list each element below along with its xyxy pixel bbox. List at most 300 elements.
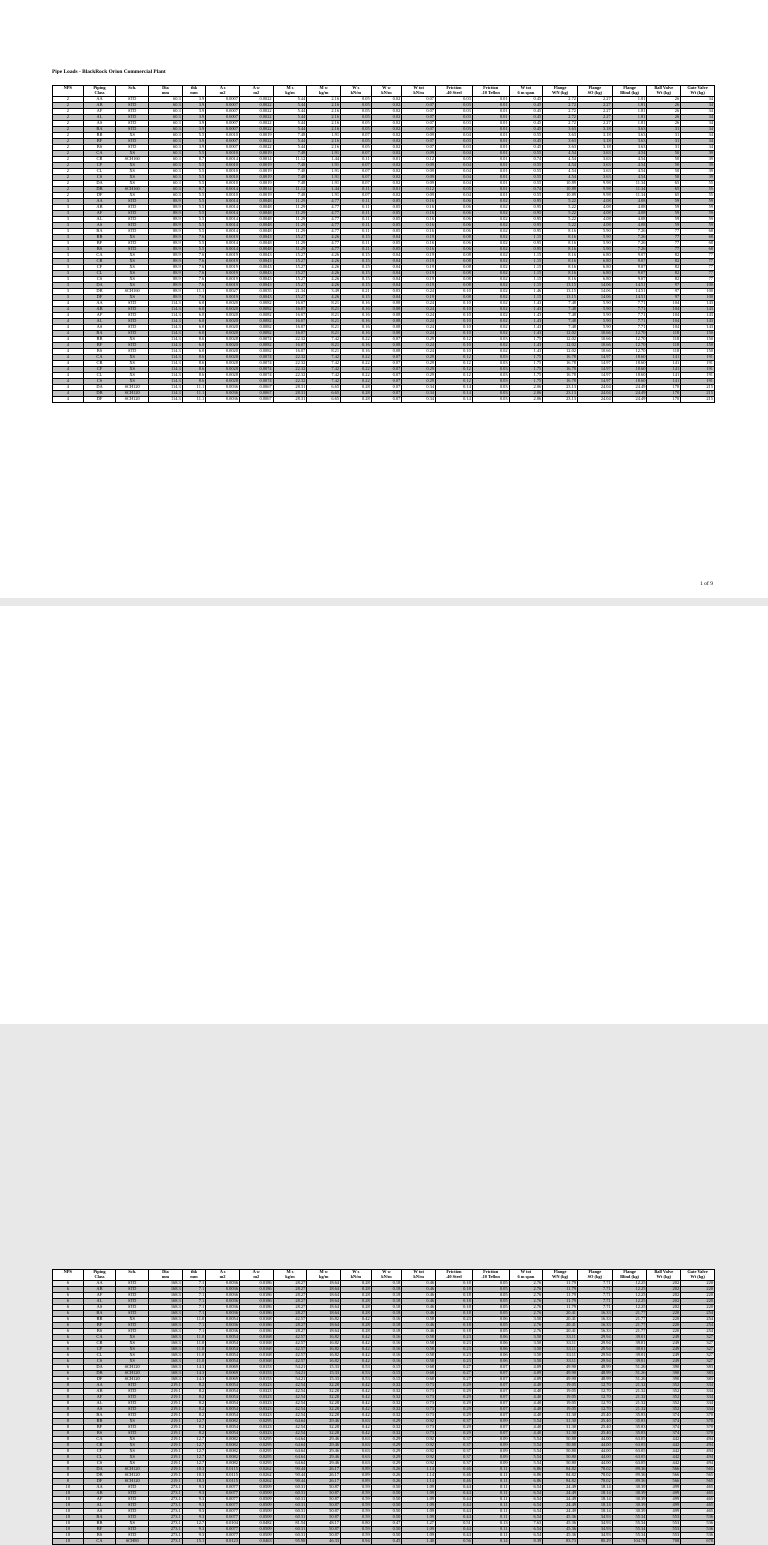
table-cell: 11.29 <box>273 247 307 253</box>
table-cell: 0.0082 <box>239 313 273 319</box>
table-cell: 0.55 <box>509 169 543 175</box>
table-cell: 0.08 <box>371 307 402 313</box>
table-cell: 12.70 <box>612 349 647 355</box>
table-cell: 9.3 <box>182 1515 205 1521</box>
table-cell: 0.11 <box>472 1491 509 1497</box>
column-header: A w <box>239 1270 273 1276</box>
table-cell: BF <box>83 343 116 349</box>
table-cell: 249 <box>647 1359 681 1365</box>
column-header: Sch. <box>116 86 149 92</box>
table-cell: 0.29 <box>402 367 436 373</box>
table-cell: 5.44 <box>273 103 307 109</box>
table-cell: 9.3 <box>182 1527 205 1533</box>
table-cell: 0.0295 <box>239 1461 273 1467</box>
table-cell: 0.05 <box>472 1323 509 1329</box>
table-cell: 0.0262 <box>239 1479 273 1485</box>
table-cell: 88.9 <box>149 199 183 205</box>
table-cell: 3 <box>53 229 84 235</box>
table-cell: 0.07 <box>341 133 372 139</box>
table-cell: 59 <box>647 217 681 223</box>
table-cell: 1.91 <box>307 133 341 139</box>
table-cell: 0.16 <box>371 1317 402 1323</box>
table-cell: 114.3 <box>149 343 183 349</box>
table-cell: STD <box>116 1413 149 1419</box>
table-cell: 59 <box>681 205 715 211</box>
column-header: kN/m <box>371 91 402 97</box>
table-cell: 3 <box>53 277 84 283</box>
table-cell: 0.09 <box>402 181 436 187</box>
table-cell: 220 <box>681 1305 715 1311</box>
table-cell: 11.0 <box>182 1341 205 1347</box>
table-cell: 114.3 <box>149 361 183 367</box>
table-cell: 9.07 <box>612 277 647 283</box>
table-cell: 0.92 <box>402 1449 436 1455</box>
table-cell: 28.31 <box>273 391 307 397</box>
table-cell: DA <box>83 385 116 391</box>
page-number: 1 of 9 <box>699 581 713 587</box>
table-cell: 90.44 <box>273 1479 307 1485</box>
table-cell: 191 <box>681 355 715 361</box>
table-cell: XS <box>116 373 149 379</box>
table-cell: 219.1 <box>149 1395 183 1401</box>
table-cell: 0.0054 <box>206 1425 240 1431</box>
table-cell: 60.3 <box>149 181 183 187</box>
table-cell: 4.54 <box>543 175 578 181</box>
table-cell: 141 <box>647 367 681 373</box>
table-cell: CL <box>83 1353 116 1359</box>
table-cell: 465 <box>681 1503 715 1509</box>
table-cell: 0.0020 <box>206 301 240 307</box>
table-cell: BB <box>83 1317 116 1323</box>
table-cell: 59 <box>681 199 715 205</box>
table-cell: 4.54 <box>612 175 647 181</box>
table-cell: 14.06 <box>577 289 612 295</box>
table-cell: 494 <box>681 1443 715 1449</box>
table-cell: 11.0 <box>182 1347 205 1353</box>
table-cell: 565 <box>681 1467 715 1473</box>
column-header: .40 Steel <box>436 1275 473 1281</box>
table-cell: 12.25 <box>612 1287 647 1293</box>
table-cell: 1.44 <box>307 157 341 163</box>
table-cell: 4.26 <box>307 277 341 283</box>
table-cell: 2 <box>53 139 84 145</box>
table-cell: 0.15 <box>341 283 372 289</box>
table-cell: 15.33 <box>307 1371 341 1377</box>
table-cell: 0.01 <box>472 157 509 163</box>
table-cell: XS <box>116 283 149 289</box>
table-cell: 465 <box>681 1491 715 1497</box>
table-cell: 33.11 <box>543 1341 578 1347</box>
table-cell: 0.11 <box>341 241 372 247</box>
table-cell: 0.03 <box>436 103 473 109</box>
table-cell: 2.27 <box>577 121 612 127</box>
table-cell: XS <box>116 1359 149 1365</box>
table-cell: 42.57 <box>273 1353 307 1359</box>
table-cell: 0.02 <box>371 109 402 115</box>
table-cell: 25.40 <box>577 1419 612 1425</box>
table-cell: 1.15 <box>509 277 543 283</box>
table-cell: DB <box>83 187 116 193</box>
table-cell: 6 <box>53 1311 84 1317</box>
table-cell: 30.39 <box>612 1509 647 1515</box>
table-cell: 0.0028 <box>206 355 240 361</box>
table-cell: 191 <box>681 361 715 367</box>
table-cell: STD <box>116 307 149 313</box>
table-cell: 0.01 <box>472 97 509 103</box>
table-cell: 60.3 <box>149 157 183 163</box>
table-cell: 215 <box>681 397 715 403</box>
table-cell: 0.15 <box>341 271 372 277</box>
table-cell: 0.0036 <box>206 1329 240 1335</box>
table-cell: 2.72 <box>543 109 578 115</box>
table-cell: 0.18 <box>371 1305 402 1311</box>
table-cell: 50.87 <box>307 1509 341 1515</box>
table-cell: 0.07 <box>341 193 372 199</box>
table-cell: 46.33 <box>307 1539 341 1545</box>
table-cell: 3 <box>53 283 84 289</box>
table-cell: CS <box>83 1359 116 1365</box>
table-cell: 5.54 <box>509 1449 543 1455</box>
table-cell: 0.0036 <box>206 1311 240 1317</box>
table-cell: 0.0069 <box>206 1371 240 1377</box>
table-cell: 0.0019 <box>206 295 240 301</box>
table-cell: 1.91 <box>307 163 341 169</box>
table-cell: 59 <box>647 223 681 229</box>
table-cell: DF <box>83 295 116 301</box>
table-cell: 0.74 <box>509 157 543 163</box>
table-cell: 0.07 <box>341 181 372 187</box>
table-cell: 3.49 <box>307 289 341 295</box>
table-cell: 0.16 <box>402 241 436 247</box>
table-cell: 50 <box>647 175 681 181</box>
table-cell: 0.0036 <box>206 1299 240 1305</box>
table-cell: 1.91 <box>307 193 341 199</box>
table-cell: AS <box>83 223 116 229</box>
table-cell: 104 <box>647 319 681 325</box>
table-cell: 0.89 <box>341 1467 372 1473</box>
table-cell: 0.0036 <box>206 1293 240 1299</box>
table-cell: 0.19 <box>402 277 436 283</box>
table-cell: 12.70 <box>612 337 647 343</box>
table-cell: 0.05 <box>341 103 372 109</box>
table-cell: 44.00 <box>577 1437 612 1443</box>
table-cell: 12.70 <box>577 1401 612 1407</box>
table-cell: 0.0067 <box>239 391 273 397</box>
table-cell: 7.1 <box>182 1293 205 1299</box>
table-cell: 219.1 <box>149 1467 183 1473</box>
table-cell: 0.0295 <box>239 1455 273 1461</box>
table-cell: 0.29 <box>436 1383 473 1389</box>
table-cell: 24.49 <box>543 1497 578 1503</box>
table-cell: 20.41 <box>543 1311 578 1317</box>
table-cell: 0.01 <box>472 103 509 109</box>
table-cell: 0.06 <box>472 1347 509 1353</box>
table-cell: AL <box>83 1503 116 1509</box>
table-cell: XS <box>116 1437 149 1443</box>
table-cell: 54.21 <box>273 1371 307 1377</box>
table-cell: 0.0323 <box>239 1401 273 1407</box>
table-cell: 7.6 <box>182 265 205 271</box>
column-header: mm <box>182 91 205 97</box>
table-cell: 12.25 <box>612 1281 647 1287</box>
table-cell: AB <box>83 1491 116 1497</box>
table-cell: 219.1 <box>149 1479 183 1485</box>
table-cell: 0.02 <box>371 175 402 181</box>
table-cell: 8.21 <box>307 343 341 349</box>
table-cell: 0.0054 <box>206 1401 240 1407</box>
table-cell: 0.32 <box>371 1401 402 1407</box>
table-cell: 0.07 <box>402 139 436 145</box>
table-cell: 68 <box>681 247 715 253</box>
table-cell: 11.29 <box>273 205 307 211</box>
table-cell: 0.46 <box>402 1293 436 1299</box>
table-cell: 0.07 <box>402 145 436 151</box>
table-cell: 536 <box>681 1515 715 1521</box>
table-cell: 0.10 <box>436 289 473 295</box>
table-cell: 0.46 <box>402 1287 436 1293</box>
table-cell: 0.44 <box>436 1491 473 1497</box>
table-cell: 0.18 <box>371 1329 402 1335</box>
table-cell: 60.3 <box>149 151 183 157</box>
table-cell: AL <box>83 1299 116 1305</box>
table-cell: BS <box>83 1533 116 1539</box>
table-cell: 0.09 <box>472 1449 509 1455</box>
table-cell: 0.0048 <box>239 205 273 211</box>
table-cell: 11.29 <box>273 217 307 223</box>
table-cell: 0.32 <box>371 1383 402 1389</box>
table-cell: 114.3 <box>149 367 183 373</box>
table-cell: AS <box>83 1305 116 1311</box>
table-cell: STD <box>116 1497 149 1503</box>
table-cell: DA <box>83 1365 116 1371</box>
table-cell: 220 <box>681 1293 715 1299</box>
table-body <box>53 1281 715 1545</box>
table-cell: 0.16 <box>371 1353 402 1359</box>
table-cell: SCH120 <box>116 1365 149 1371</box>
table-cell: 1.09 <box>402 1485 436 1491</box>
table-cell: 0.28 <box>341 1293 372 1299</box>
table-cell: 0.0082 <box>239 349 273 355</box>
table-cell: 60.3 <box>149 193 183 199</box>
table-cell: 0.92 <box>402 1455 436 1461</box>
table-cell: 4 <box>53 361 84 367</box>
table-cell: 0.0054 <box>206 1359 240 1365</box>
table-cell: 273.1 <box>149 1491 183 1497</box>
table-cell: 18.14 <box>577 1509 612 1515</box>
table-cell: 0.06 <box>436 211 473 217</box>
table-cell: 16.78 <box>543 367 578 373</box>
column-header: 6 m span <box>509 91 543 97</box>
table-cell: 0.02 <box>371 97 402 103</box>
table-cell: 0.0019 <box>206 283 240 289</box>
table-cell: 0.42 <box>341 1383 372 1389</box>
table-cell: 6.54 <box>509 1491 543 1497</box>
column-header: Wt (kg) <box>647 1275 681 1281</box>
table-cell: 0.02 <box>472 295 509 301</box>
table-cell: 0.0323 <box>239 1395 273 1401</box>
column-header: Piping <box>83 1270 116 1276</box>
table-cell: 0.16 <box>341 349 372 355</box>
table-cell: 219.1 <box>149 1461 183 1467</box>
table-cell: 0.18 <box>436 1311 473 1317</box>
table-cell: 16.33 <box>577 1317 612 1323</box>
table-cell: 4 <box>53 325 84 331</box>
table-cell: 219.1 <box>149 1413 183 1419</box>
table-cell: 0.07 <box>472 1377 509 1383</box>
table-cell: 50.87 <box>307 1497 341 1503</box>
table-cell: 0.0007 <box>206 121 240 127</box>
table-cell: 3 <box>53 241 84 247</box>
table-cell: 20.41 <box>543 1329 578 1335</box>
table-cell: 21.32 <box>612 1407 647 1413</box>
table-cell: 0.34 <box>402 397 436 403</box>
table-cell: 21.77 <box>612 1323 647 1329</box>
table-cell: 7.63 <box>509 1521 543 1527</box>
table-cell: 5.22 <box>543 223 578 229</box>
table-cell: 0.02 <box>472 289 509 295</box>
table-cell: XS <box>116 271 149 277</box>
table-cell: 0.29 <box>371 1437 402 1443</box>
table-cell: 1.09 <box>402 1491 436 1497</box>
table-cell: 383 <box>681 1365 715 1371</box>
table-cell: 0.01 <box>472 109 509 115</box>
table-cell: 0.0186 <box>239 1323 273 1329</box>
table-cell: CS <box>83 175 116 181</box>
table-cell: 0.24 <box>402 319 436 325</box>
table-cell: 5.54 <box>509 1443 543 1449</box>
table-cell: 9.07 <box>612 259 647 265</box>
table-cell: 18.14 <box>577 1491 612 1497</box>
table-cell: 100 <box>681 289 715 295</box>
table-cell: STD <box>116 1329 149 1335</box>
table-cell: 5.54 <box>509 1455 543 1461</box>
table-cell: 249 <box>647 1341 681 1347</box>
table-cell: 0.22 <box>341 379 372 385</box>
table-cell: 0.0323 <box>239 1383 273 1389</box>
table-cell: 23.13 <box>543 397 578 403</box>
table-cell: 0.01 <box>472 175 509 181</box>
table-cell: 16.07 <box>273 307 307 313</box>
table-cell: 5.54 <box>509 1461 543 1467</box>
table-cell: 0.06 <box>472 1317 509 1323</box>
table-cell: 0.32 <box>371 1389 402 1395</box>
table-cell: 6 <box>53 1359 84 1365</box>
table-cell: 0.55 <box>509 133 543 139</box>
table-cell: 0.05 <box>371 241 402 247</box>
table-cell: SCH120 <box>116 1479 149 1485</box>
table-cell: SCH120 <box>116 397 149 403</box>
table-cell: 0.09 <box>472 1437 509 1443</box>
table-cell: 3.50 <box>509 1347 543 1353</box>
table-cell: 0.04 <box>371 283 402 289</box>
table-cell: 4 <box>53 307 84 313</box>
table-cell: 3.50 <box>509 1359 543 1365</box>
table-cell: 12.7 <box>182 1455 205 1461</box>
table-cell: 2 <box>53 121 84 127</box>
table-cell: 2.76 <box>509 1329 543 1335</box>
table-cell: 0.28 <box>341 1311 372 1317</box>
table-cell: 0.0067 <box>239 385 273 391</box>
table-cell: 12.70 <box>577 1395 612 1401</box>
table-cell: 499 <box>647 1485 681 1491</box>
table-cell: 0.0043 <box>239 295 273 301</box>
table-cell: 7.71 <box>612 325 647 331</box>
table-cell: 191 <box>681 379 715 385</box>
table-cell: 21.32 <box>612 1401 647 1407</box>
table-cell: 0.73 <box>402 1425 436 1431</box>
column-header: W tot <box>402 86 436 92</box>
column-header: Friction <box>472 86 509 92</box>
table-cell: 16.07 <box>273 301 307 307</box>
table-cell: DB <box>83 1371 116 1377</box>
table-cell: 28.31 <box>273 397 307 403</box>
table-cell: 0.19 <box>402 283 436 289</box>
table-cell: CF <box>83 163 116 169</box>
table-cell: 553 <box>647 1533 681 1539</box>
table-cell: 4 <box>53 355 84 361</box>
table-cell: 1.15 <box>509 283 543 289</box>
table-cell: 118 <box>647 331 681 337</box>
table-cell: CL <box>83 1455 116 1461</box>
table-cell: DF <box>83 1479 116 1485</box>
table-cell: 0.06 <box>436 241 473 247</box>
table-cell: 334 <box>681 1389 715 1395</box>
table-cell: 0.11 <box>341 199 372 205</box>
table-cell: 28.27 <box>273 1311 307 1317</box>
table-cell: 4.08 <box>577 217 612 223</box>
table-cell: 60.3 <box>149 169 183 175</box>
table-cell: 8.6 <box>182 379 205 385</box>
table-cell: 0.04 <box>436 133 473 139</box>
table-cell: 24.04 <box>577 385 612 391</box>
table-cell: 1.14 <box>402 1479 436 1485</box>
table-cell: STD <box>116 1323 149 1329</box>
column-header: W tot <box>509 1270 543 1276</box>
table-cell: 0.13 <box>472 1521 509 1527</box>
table-cell: 3 <box>53 211 84 217</box>
table-cell: STD <box>116 1299 149 1305</box>
table-cell: 4.54 <box>612 169 647 175</box>
column-header: kN/m <box>341 1275 372 1281</box>
table-cell: 0.0509 <box>239 1509 273 1515</box>
table-cell: SCH120 <box>116 385 149 391</box>
table-cell: 12.02 <box>543 337 578 343</box>
table-cell: 219.1 <box>149 1401 183 1407</box>
column-header: Flange <box>612 1270 647 1276</box>
table-cell: 9.07 <box>612 265 647 271</box>
table-cell: STD <box>116 1389 149 1395</box>
table-cell: 90.44 <box>273 1467 307 1473</box>
table-cell: 60.3 <box>149 121 183 127</box>
table-cell: 4.26 <box>307 265 341 271</box>
table-cell: 1.15 <box>509 259 543 265</box>
table-cell: 0.0020 <box>206 313 240 319</box>
table-cell: 0.02 <box>472 349 509 355</box>
table-cell: 77 <box>647 229 681 235</box>
table-cell: XS <box>116 163 149 169</box>
table-cell: 14.3 <box>182 1377 205 1383</box>
table-cell: 25.40 <box>577 1425 612 1431</box>
table-cell: 0.07 <box>472 1395 509 1401</box>
table-cell: 7.6 <box>182 295 205 301</box>
column-header: kg/m <box>273 91 307 97</box>
table-cell: 3.50 <box>509 1353 543 1359</box>
table-cell: 0.45 <box>509 109 543 115</box>
table-cell: 220 <box>647 1329 681 1335</box>
table-cell: 3 <box>53 265 84 271</box>
table-cell: 24.49 <box>543 1485 578 1491</box>
table-cell: 0.0509 <box>239 1491 273 1497</box>
